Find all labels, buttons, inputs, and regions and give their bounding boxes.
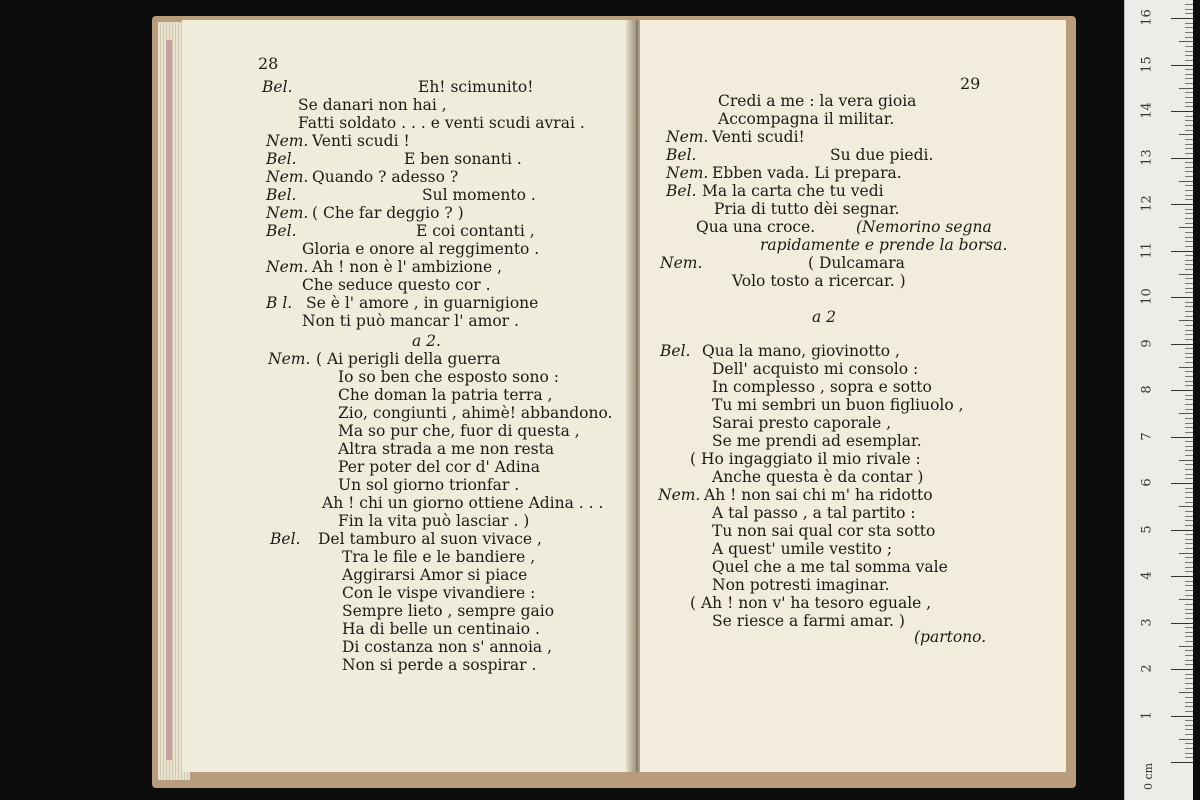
verse-line: Pria di tutto dèi segnar. (714, 200, 900, 218)
ruler-tick (1185, 69, 1193, 70)
verse-line: Non potresti imaginar. (712, 576, 890, 594)
verse-line: Venti scudi! (712, 128, 805, 146)
ruler-number: 1 (1139, 710, 1155, 720)
verse-line: Un sol giorno trionfar . (338, 476, 520, 494)
verse-line: Altra strada a me non resta (338, 440, 555, 458)
ruler-tick (1185, 497, 1193, 498)
verse-line: Ah ! non sai chi m' ha ridotto (704, 486, 933, 504)
ruler-tick (1185, 176, 1193, 177)
ruler-number: 11 (1139, 241, 1155, 259)
verse-line: Qua una croce. (696, 218, 816, 236)
ruler-tick (1179, 646, 1193, 647)
ruler-tick (1185, 330, 1193, 331)
verse-line: Zio, congiunti , ahimè! abbandono. (338, 404, 613, 422)
ruler-tick (1185, 548, 1193, 549)
stage-direction: (Nemorino segna (856, 218, 992, 236)
ruler-tick (1179, 41, 1193, 42)
ruler-tick (1185, 636, 1193, 637)
verse-line: A tal passo , a tal partito : (712, 504, 916, 522)
ruler-tick (1185, 404, 1193, 405)
speaker-label: Bel. (660, 342, 691, 360)
speaker-label: B l. (266, 294, 293, 312)
ruler-tick (1179, 739, 1193, 740)
ruler-tick (1185, 753, 1193, 754)
ruler-tick (1185, 650, 1193, 651)
ruler-tick (1185, 102, 1193, 103)
ruler-tick (1185, 83, 1193, 84)
ruler-tick (1185, 534, 1193, 535)
ruler-tick (1179, 692, 1193, 693)
ruler-tick (1185, 543, 1193, 544)
ruler-tick (1179, 413, 1193, 414)
ruler-tick (1185, 46, 1193, 47)
ruler-tick (1185, 525, 1193, 526)
ruler-tick (1185, 237, 1193, 238)
speaker-label: Bel. (262, 78, 293, 96)
ruler-tick (1171, 530, 1193, 531)
ruler-tick (1179, 553, 1193, 554)
ruler-tick (1185, 246, 1193, 247)
ruler-tick (1185, 520, 1193, 521)
ruler-tick (1185, 302, 1193, 303)
ruler-tick (1185, 464, 1193, 465)
verse-line: Se è l' amore , in guarnigione (306, 294, 539, 312)
ruler-tick (1185, 120, 1193, 121)
verse-line: ( Che far deggio ? ) (312, 204, 464, 222)
ruler-tick (1179, 460, 1193, 461)
speaker-label: Bel. (666, 146, 697, 164)
verse-line: Tu mi sembri un buon figliuolo , (712, 396, 964, 414)
ruler-tick (1185, 613, 1193, 614)
ruler-tick (1185, 144, 1193, 145)
ruler-tick (1185, 199, 1193, 200)
ruler-tick (1185, 702, 1193, 703)
ruler-tick (1185, 381, 1193, 382)
page-number: 28 (258, 54, 279, 73)
verse-line: Del tamburo al suon vivace , (318, 530, 542, 548)
ruler-tick (1185, 711, 1193, 712)
verse-line: In complesso , sopra e sotto (712, 378, 932, 396)
ruler-tick (1185, 288, 1193, 289)
section-marker: a 2 (812, 308, 837, 326)
verse-line: Accompagna il militar. (718, 110, 895, 128)
ruler-tick (1179, 274, 1193, 275)
section-marker: a 2. (412, 332, 441, 350)
ruler-number: 14 (1139, 102, 1155, 119)
verse-line: ( Dulcamara (808, 254, 905, 272)
ruler-tick (1171, 762, 1193, 763)
ruler-tick (1171, 669, 1193, 670)
verse-line: Ah ! non è l' ambizione , (312, 258, 503, 276)
ruler-tick (1185, 213, 1193, 214)
measuring-ruler (1124, 0, 1193, 800)
ruler-tick (1185, 683, 1193, 684)
ruler-tick (1185, 130, 1193, 131)
speaker-label: Nem. (266, 132, 309, 150)
verse-line: Ebben vada. Li prepara. (712, 164, 902, 182)
verse-line: Sempre lieto , sempre gaio (342, 602, 555, 620)
ruler-tick (1185, 4, 1193, 5)
page-number: 29 (960, 74, 981, 93)
ruler-tick (1171, 483, 1193, 484)
ruler-tick (1185, 316, 1193, 317)
ruler-tick (1185, 590, 1193, 591)
speaker-label: Bel. (666, 182, 697, 200)
ruler-tick (1185, 432, 1193, 433)
ruler-tick (1185, 423, 1193, 424)
ruler-tick (1185, 609, 1193, 610)
verse-line: Volo tosto a ricercar. ) (732, 272, 906, 290)
ruler-tick (1185, 511, 1193, 512)
ruler-tick (1185, 725, 1193, 726)
ruler-tick (1185, 139, 1193, 140)
verse-line: Fin la vita può lasciar . ) (338, 512, 530, 530)
ruler-number: 10 (1139, 288, 1155, 305)
verse-line: Aggirarsi Amor si piace (342, 566, 528, 584)
ruler-tick (1185, 357, 1193, 358)
ruler-tick (1185, 325, 1193, 326)
verse-line: Se danari non hai , (298, 96, 447, 114)
ruler-tick (1185, 60, 1193, 61)
verse-line: Venti scudi ! (312, 132, 410, 150)
ruler-tick (1185, 455, 1193, 456)
ruler-tick (1185, 264, 1193, 265)
ruler-tick (1171, 623, 1193, 624)
ruler-tick (1185, 292, 1193, 293)
ruler-tick (1185, 604, 1193, 605)
speaker-label: Bel. (266, 186, 297, 204)
ruler-number: 4 (1139, 571, 1155, 580)
verse-line: ( Ho ingaggiato il mio rivale : (690, 450, 921, 468)
ruler-tick (1185, 311, 1193, 312)
ruler-tick (1185, 567, 1193, 568)
ruler-tick (1185, 720, 1193, 721)
ruler-unit-label: 0 cm (1142, 762, 1156, 791)
ruler-tick (1185, 153, 1193, 154)
ruler-tick (1185, 223, 1193, 224)
ruler-tick (1171, 390, 1193, 391)
ruler-number: 5 (1139, 524, 1155, 534)
verse-line: Anche questa è da contar ) (712, 468, 924, 486)
ruler-tick (1185, 516, 1193, 517)
ruler-tick (1185, 757, 1193, 758)
verse-line: Quel che a me tal somma vale (712, 558, 948, 576)
ruler-number: 15 (1139, 55, 1155, 73)
verse-line: Tra le file e le bandiere , (342, 548, 536, 566)
spine-edge (166, 40, 172, 760)
ruler-tick (1179, 88, 1193, 89)
verse-line: Per poter del cor d' Adina (338, 458, 540, 476)
ruler-tick (1185, 260, 1193, 261)
ruler-tick (1185, 376, 1193, 377)
ruler-tick (1185, 734, 1193, 735)
ruler-tick (1171, 297, 1193, 298)
ruler-tick (1185, 353, 1193, 354)
ruler-tick (1185, 627, 1193, 628)
verse-line: Che seduce questo cor . (302, 276, 491, 294)
ruler-tick (1185, 450, 1193, 451)
ruler-tick (1185, 27, 1193, 28)
ruler-tick (1171, 65, 1193, 66)
verse-line: E coi contanti , (416, 222, 535, 240)
ruler-tick (1185, 209, 1193, 210)
ruler-tick (1185, 92, 1193, 93)
ruler-tick (1185, 688, 1193, 689)
ruler-tick (1179, 320, 1193, 321)
ruler-tick (1185, 37, 1193, 38)
ruler-number: 2 (1139, 664, 1155, 673)
ruler-tick (1185, 664, 1193, 665)
ruler-tick (1185, 706, 1193, 707)
ruler-tick (1171, 716, 1193, 717)
ruler-tick (1185, 697, 1193, 698)
ruler-tick (1185, 283, 1193, 284)
ruler-tick (1185, 339, 1193, 340)
speaker-label: Nem. (660, 254, 703, 272)
ruler-tick (1171, 158, 1193, 159)
verse-line: Ma la carta che tu vedi (702, 182, 884, 200)
verse-line: Che doman la patria terra , (338, 386, 553, 404)
ruler-tick (1185, 23, 1193, 24)
ruler-tick (1185, 232, 1193, 233)
ruler-tick (1185, 655, 1193, 656)
ruler-tick (1185, 474, 1193, 475)
ruler-tick (1179, 134, 1193, 135)
ruler-number: 6 (1139, 478, 1155, 487)
ruler-tick (1185, 492, 1193, 493)
ruler-tick (1185, 348, 1193, 349)
ruler-tick (1171, 437, 1193, 438)
verse-line: Quando ? adesso ? (312, 168, 459, 186)
ruler-tick (1185, 562, 1193, 563)
ruler-tick (1185, 469, 1193, 470)
ruler-tick (1185, 585, 1193, 586)
ruler-tick (1185, 571, 1193, 572)
right-page (640, 20, 1066, 772)
ruler-tick (1185, 106, 1193, 107)
ruler-tick (1185, 167, 1193, 168)
ruler-tick (1185, 218, 1193, 219)
speaker-label: Nem. (268, 350, 311, 368)
ruler-tick (1185, 441, 1193, 442)
ruler-tick (1185, 125, 1193, 126)
speaker-label: Bel. (266, 150, 297, 168)
speaker-label: Nem. (266, 204, 309, 222)
ruler-number: 13 (1139, 148, 1155, 166)
verse-line: Qua la mano, giovinotto , (702, 342, 900, 360)
ruler-tick (1185, 446, 1193, 447)
ruler-tick (1185, 241, 1193, 242)
ruler-tick (1185, 478, 1193, 479)
ruler-tick (1185, 678, 1193, 679)
stage-direction: (partono. (914, 628, 987, 646)
verse-line: Sarai presto caporale , (712, 414, 892, 432)
verse-line: Se riesce a farmi amar. ) (712, 612, 905, 630)
ruler-tick (1185, 557, 1193, 558)
verse-line: ( Ai perigli della guerra (316, 350, 501, 368)
verse-line: Non ti può mancar l' amor . (302, 312, 519, 330)
verse-line: E ben sonanti . (404, 150, 522, 168)
verse-line: Di costanza non s' annoia , (342, 638, 553, 656)
ruler-number: 7 (1139, 431, 1155, 441)
speaker-label: Bel. (266, 222, 297, 240)
ruler-tick (1185, 74, 1193, 75)
verse-line: Su due piedi. (830, 146, 934, 164)
ruler-tick (1171, 576, 1193, 577)
ruler-tick (1185, 148, 1193, 149)
verse-line: Con le vispe vivandiere : (342, 584, 536, 602)
speaker-label: Bel. (270, 530, 301, 548)
verse-line: Ha di belle un centinaio . (342, 620, 540, 638)
verse-line: Fatti soldato . . . e venti scudi avrai . (298, 114, 585, 132)
ruler-tick (1185, 9, 1193, 10)
ruler-tick (1185, 748, 1193, 749)
ruler-tick (1185, 371, 1193, 372)
speaker-label: Nem. (658, 486, 701, 504)
verse-line: Eh! scimunito! (418, 78, 534, 96)
stage-direction: rapidamente e prende la borsa. (760, 236, 1008, 254)
ruler-number: 3 (1139, 617, 1155, 627)
ruler-tick (1185, 51, 1193, 52)
speaker-label: Nem. (666, 164, 709, 182)
ruler-tick (1185, 618, 1193, 619)
ruler-tick (1185, 743, 1193, 744)
ruler-tick (1171, 344, 1193, 345)
ruler-tick (1185, 729, 1193, 730)
ruler-tick (1171, 111, 1193, 112)
ruler-tick (1179, 506, 1193, 507)
ruler-tick (1185, 32, 1193, 33)
verse-line: Non si perde a sospirar . (342, 656, 537, 674)
ruler-number: 8 (1139, 385, 1155, 394)
verse-line: Sul momento . (422, 186, 536, 204)
speaker-label: Nem. (266, 168, 309, 186)
ruler-tick (1185, 306, 1193, 307)
verse-line: Gloria e onore al reggimento . (302, 240, 540, 258)
ruler-tick (1171, 18, 1193, 19)
ruler-tick (1185, 162, 1193, 163)
ruler-tick (1185, 278, 1193, 279)
ruler-tick (1185, 13, 1193, 14)
ruler-tick (1185, 385, 1193, 386)
verse-line: Dell' acquisto mi consolo : (712, 360, 919, 378)
ruler-tick (1185, 581, 1193, 582)
ruler-tick (1185, 418, 1193, 419)
ruler-tick (1185, 190, 1193, 191)
ruler-tick (1185, 409, 1193, 410)
ruler-tick (1185, 595, 1193, 596)
verse-line: Tu non sai qual cor sta sotto (712, 522, 936, 540)
verse-line: Credi a me : la vera gioia (718, 92, 917, 110)
ruler-tick (1185, 55, 1193, 56)
ruler-tick (1185, 488, 1193, 489)
left-page (182, 20, 632, 772)
ruler-tick (1179, 227, 1193, 228)
ruler-tick (1185, 399, 1193, 400)
verse-line: Se me prendi ad esemplar. (712, 432, 922, 450)
verse-line: Ma so pur che, fuor di questa , (338, 422, 580, 440)
speaker-label: Nem. (266, 258, 309, 276)
ruler-tick (1185, 502, 1193, 503)
ruler-tick (1185, 97, 1193, 98)
ruler-tick (1179, 181, 1193, 182)
ruler-number: 12 (1139, 195, 1155, 212)
verse-line: Ah ! chi un giorno ottiene Adina . . . (322, 494, 604, 512)
ruler-tick (1185, 641, 1193, 642)
ruler-tick (1185, 334, 1193, 335)
verse-line: A quest' umile vestito ; (712, 540, 893, 558)
ruler-tick (1185, 171, 1193, 172)
ruler-tick (1185, 427, 1193, 428)
verse-line: Io so ben che esposto sono : (338, 368, 559, 386)
ruler-tick (1185, 660, 1193, 661)
ruler-tick (1185, 78, 1193, 79)
ruler-tick (1185, 395, 1193, 396)
ruler-tick (1171, 204, 1193, 205)
verse-line: ( Ah ! non v' ha tesoro eguale , (690, 594, 932, 612)
ruler-tick (1171, 251, 1193, 252)
ruler-tick (1185, 632, 1193, 633)
ruler-number: 16 (1139, 9, 1155, 26)
ruler-number: 9 (1139, 338, 1155, 348)
ruler-tick (1179, 599, 1193, 600)
ruler-tick (1185, 116, 1193, 117)
ruler-tick (1185, 539, 1193, 540)
ruler-tick (1185, 185, 1193, 186)
ruler-tick (1185, 195, 1193, 196)
speaker-label: Nem. (666, 128, 709, 146)
ruler-tick (1185, 269, 1193, 270)
ruler-tick (1185, 255, 1193, 256)
ruler-tick (1185, 674, 1193, 675)
ruler-tick (1179, 367, 1193, 368)
ruler-tick (1185, 362, 1193, 363)
